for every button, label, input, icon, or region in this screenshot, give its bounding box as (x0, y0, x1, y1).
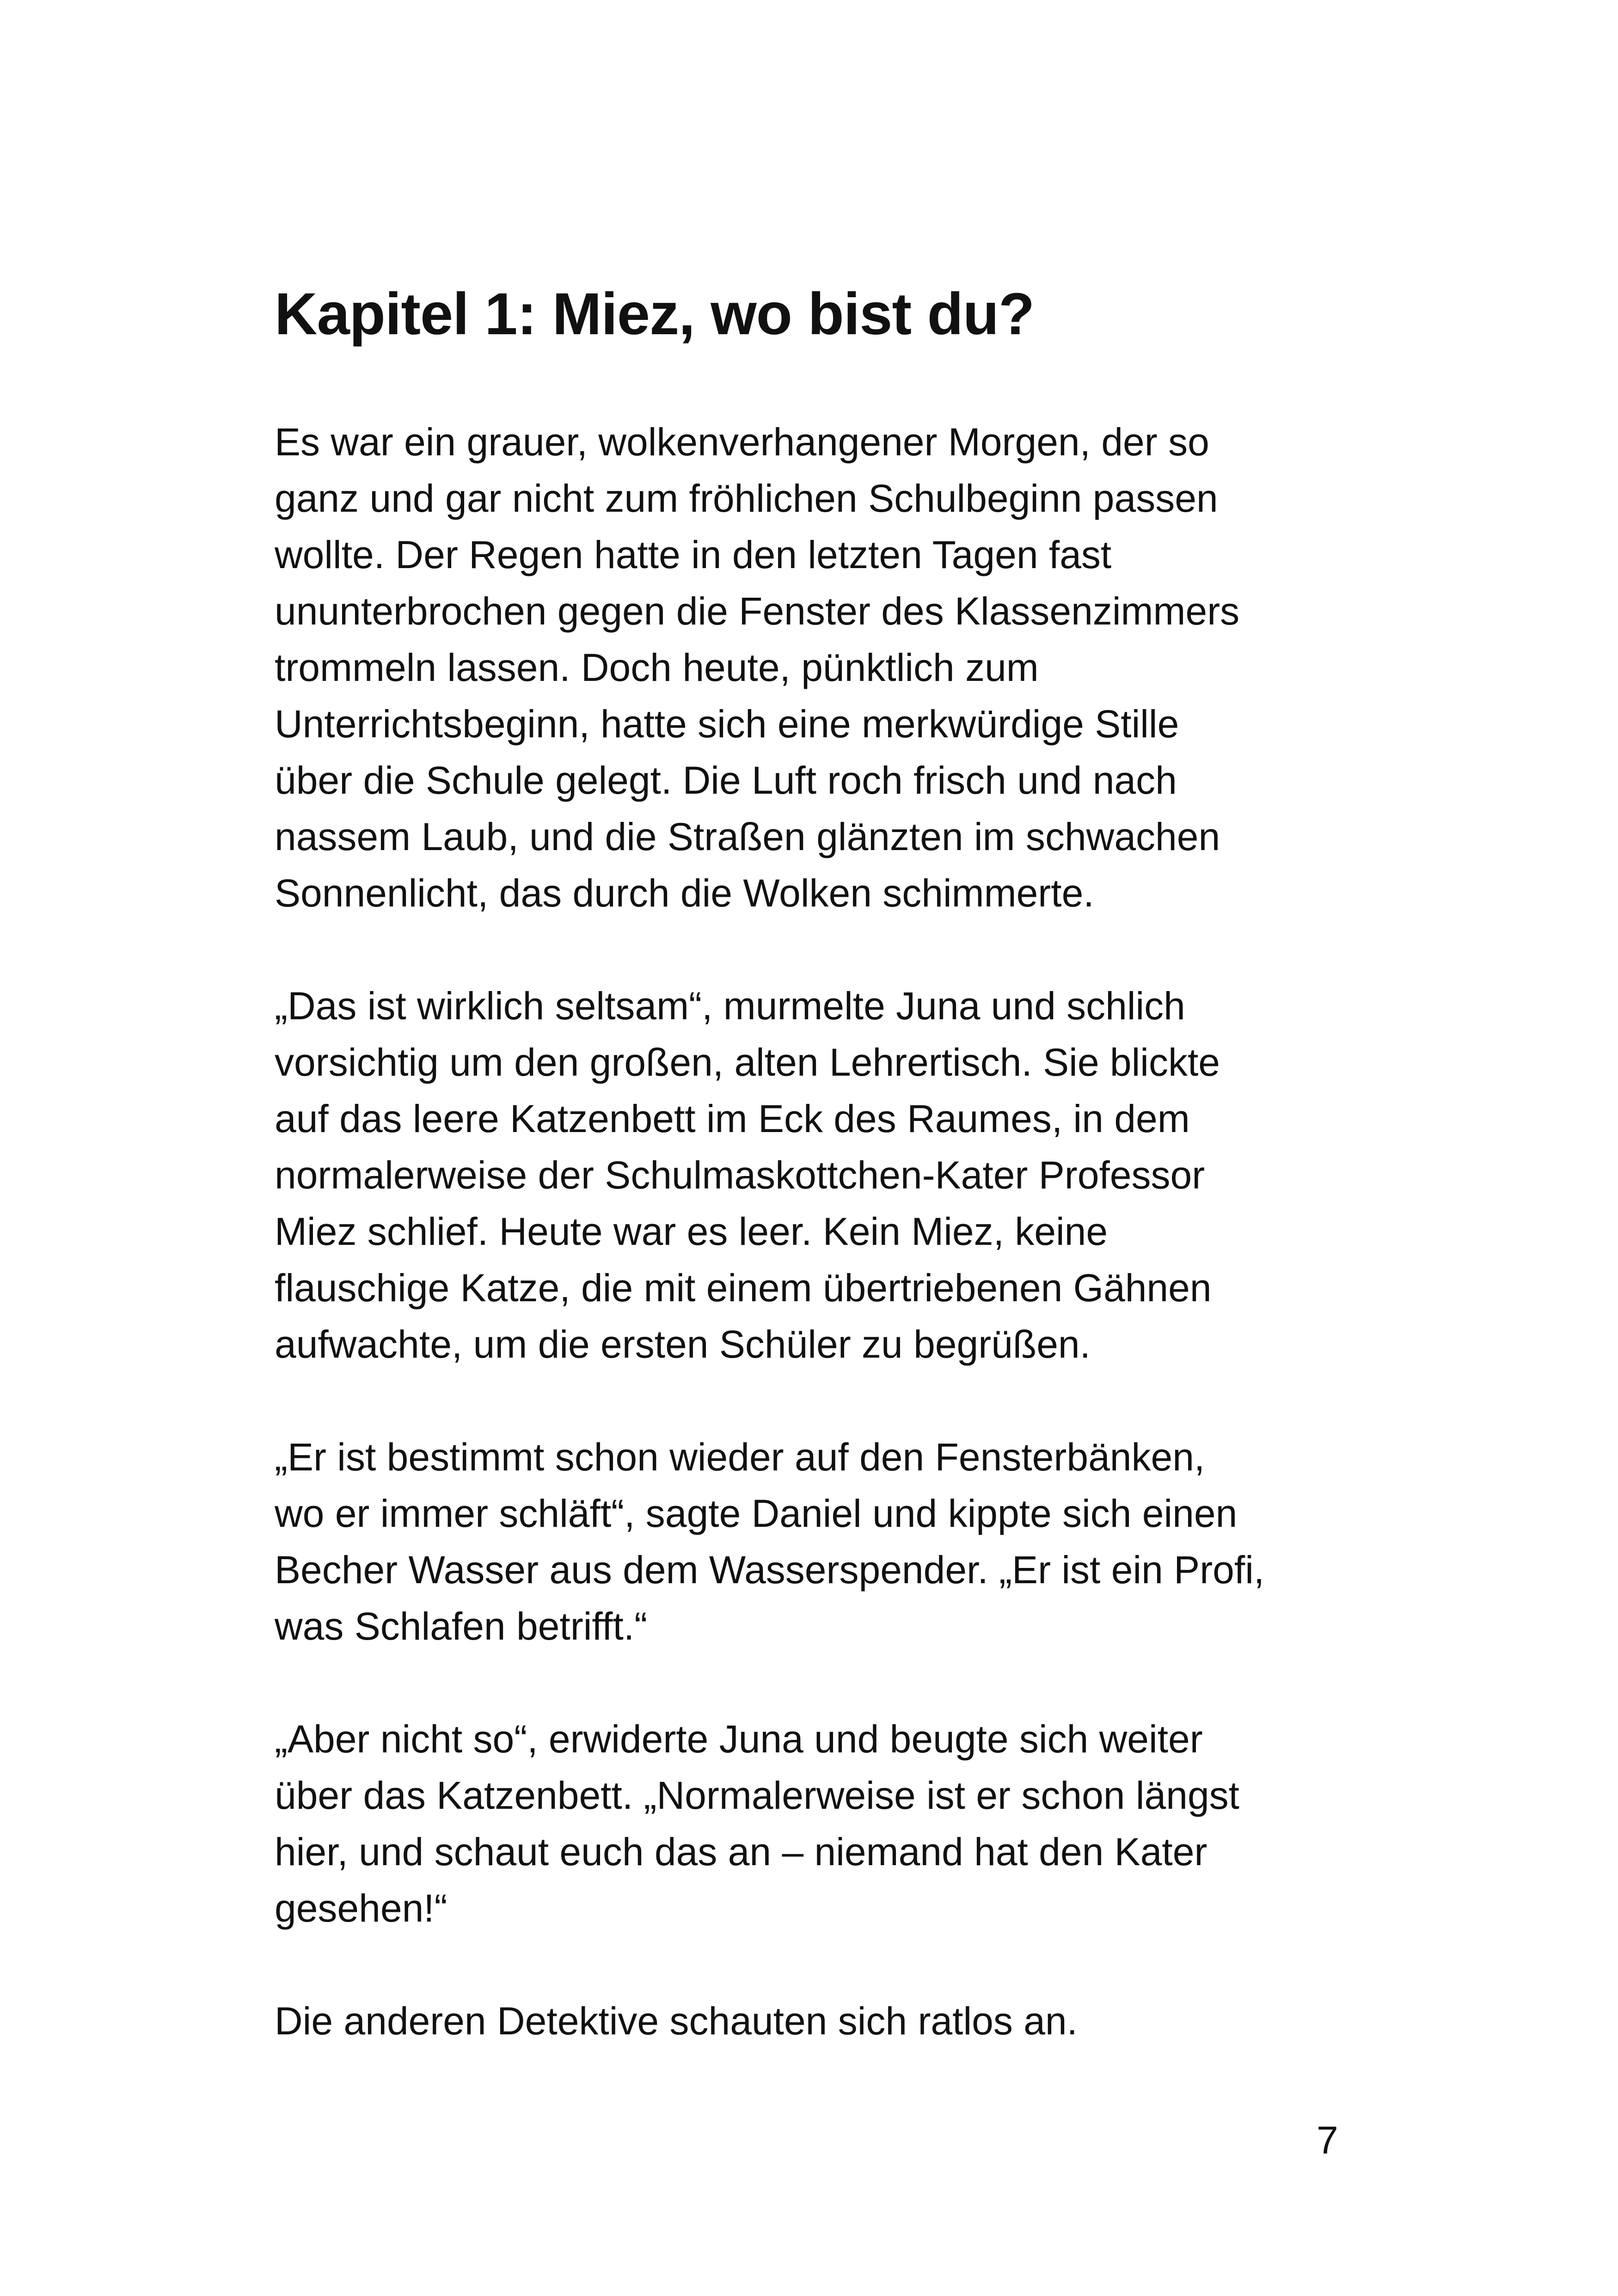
paragraph-1 (275, 414, 1366, 921)
paragraph-4 (275, 1711, 1366, 1936)
text-line: wo er immer schläft“, sagte Daniel und kippte sich einen (275, 1492, 1238, 1535)
text-line: flauschige Katze, die mit einem übertriebenen Gähnen (275, 1266, 1212, 1310)
text-line: Die anderen Detektive schauten sich ratlos an. (275, 1999, 1078, 2043)
text-line: Es war ein grauer, wolkenverhangener Morgen, der so (275, 420, 1209, 464)
paragraph-2 (275, 978, 1366, 1372)
text-line: was Schlafen betrifft.“ (275, 1604, 648, 1648)
text-line: Unterrichtsbeginn, hatte sich eine merkwürdige Stille (275, 702, 1179, 746)
text-line: aufwachte, um die ersten Schüler zu begrüßen. (275, 1322, 1091, 1366)
text-line: „Aber nicht so“, erwiderte Juna und beugte sich weiter (275, 1717, 1203, 1761)
page-number: 7 (1317, 2118, 1338, 2162)
text-line: ganz und gar nicht zum fröhlichen Schulbeginn passen (275, 477, 1218, 520)
text-line: vorsichtig um den großen, alten Lehrertisch. Sie blickte (275, 1041, 1220, 1084)
text-line: hier, und schaut euch das an – niemand hat den Kater (275, 1830, 1207, 1874)
text-line: nassem Laub, und die Straßen glänzten im schwachen (275, 815, 1220, 858)
text-line: wollte. Der Regen hatte in den letzten Tagen fast (275, 533, 1112, 576)
text-line: ununterbrochen gegen die Fenster des Klassenzimmers (275, 589, 1240, 633)
text-line: Becher Wasser aus dem Wasserspender. „Er ist ein Profi, (275, 1548, 1265, 1592)
text-line: trommeln lassen. Doch heute, pünktlich zum (275, 646, 1039, 689)
text-line: Miez schlief. Heute war es leer. Kein Miez, keine (275, 1210, 1108, 1253)
paragraph-5 (275, 1993, 1366, 2049)
chapter-title: Kapitel 1: Miez, wo bist du? (275, 281, 1035, 347)
text-line: auf das leere Katzenbett im Eck des Raumes, in dem (275, 1097, 1190, 1140)
text-line: Sonnenlicht, das durch die Wolken schimmerte. (275, 871, 1094, 915)
text-line: normalerweise der Schulmaskottchen-Kater Professor (275, 1153, 1205, 1197)
text-line: über die Schule gelegt. Die Luft roch frisch und nach (275, 759, 1177, 802)
paragraph-3 (275, 1429, 1366, 1654)
text-line: über das Katzenbett. „Normalerweise ist er schon längst (275, 1774, 1239, 1817)
text-line: „Das ist wirklich seltsam“, murmelte Juna und schlich (275, 984, 1185, 1028)
text-line: „Er ist bestimmt schon wieder auf den Fensterbänken, (275, 1435, 1205, 1479)
chapter-body (275, 414, 1366, 2106)
text-line: gesehen!“ (275, 1886, 447, 1930)
